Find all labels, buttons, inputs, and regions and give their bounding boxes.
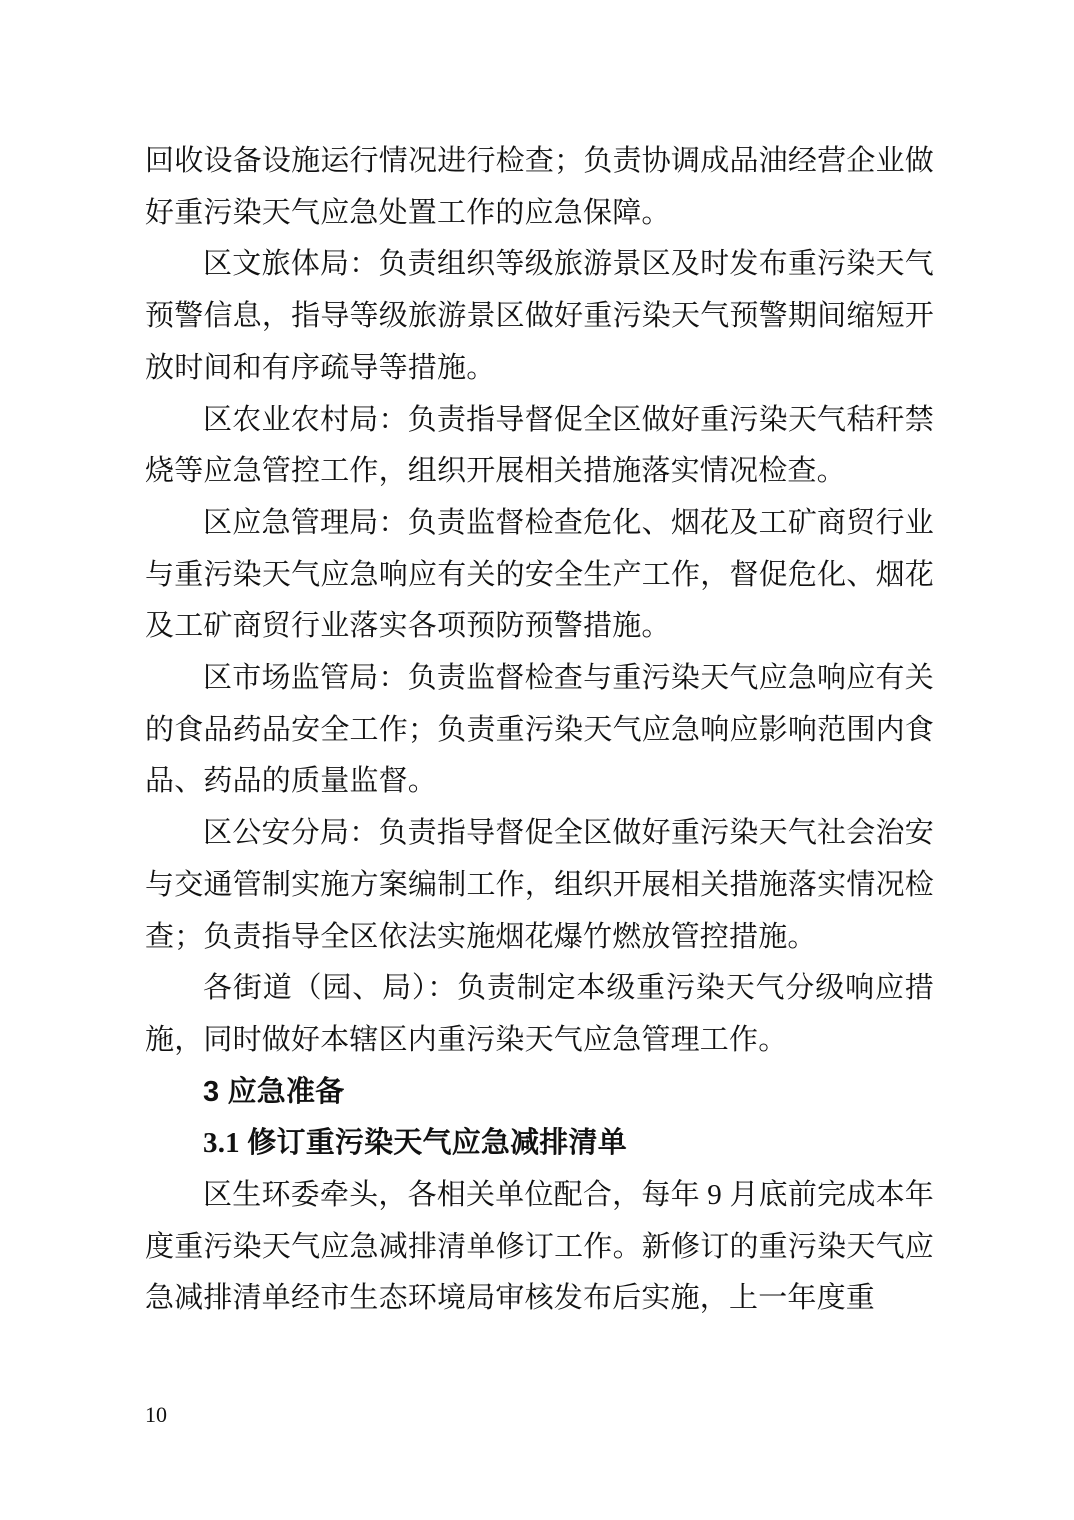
paragraph-market-regulation-bureau: 区市场监管局：负责监督检查与重污染天气应急响应有关的食品药品安全工作；负责重污染天气应急响应影响范围内食品、药品的质量监督。 (145, 662, 934, 798)
section-heading: 3 应急准备 (203, 1075, 345, 1108)
paragraph-emission-reduction-list: 区生环委牵头，各相关单位配合，每年 9 月底前完成本年度重污染天气应急减排清单修订工作。新修订的重污染天气应急减排清单经市生态环境局审核发布后实施，上一年度重 (145, 1179, 934, 1315)
paragraph-culture-tourism-bureau: 区文旅体局：负责组织等级旅游景区及时发布重污染天气预警信息，指导等级旅游景区做好重污染天气预警期间缩短开放时间和有序疏导等措施。 (145, 248, 934, 384)
document-text-block (145, 136, 934, 1325)
paragraph-sub-districts: 各街道（园、局）：负责制定本级重污染天气分级响应措施，同时做好本辖区内重污染天气应急管理工作。 (145, 972, 934, 1056)
paragraph-continuation: 回收设备设施运行情况进行检查；负责协调成品油经营企业做好重污染天气应急处置工作的应急保障。 (145, 145, 934, 229)
paragraph-public-security-bureau: 区公安分局：负责指导督促全区做好重污染天气社会治安与交通管制实施方案编制工作，组织开展相关措施落实情况检查；负责指导全区依法实施烟花爆竹燃放管控措施。 (145, 817, 934, 953)
paragraph-emergency-management-bureau: 区应急管理局：负责监督检查危化、烟花及工矿商贸行业与重污染天气应急响应有关的安全生产工作，督促危化、烟花及工矿商贸行业落实各项预防预警措施。 (145, 506, 934, 643)
page-number: 10 (145, 1402, 167, 1427)
paragraph-agriculture-bureau: 区农业农村局：负责指导督促全区做好重污染天气秸秆禁烧等应急管控工作，组织开展相关措施落实情况检查。 (145, 403, 934, 488)
subsection-heading: 3.1 修订重污染天气应急减排清单 (203, 1127, 627, 1160)
